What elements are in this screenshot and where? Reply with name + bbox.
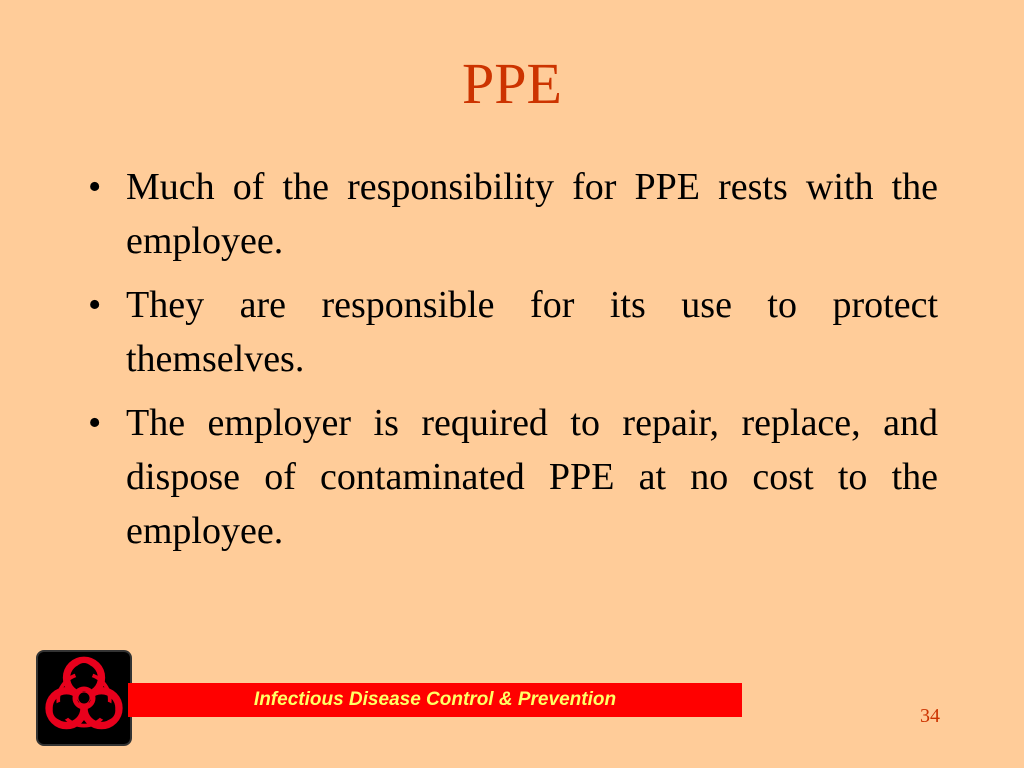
bullet-text: Much of the responsibility for PPE rests with the employee. [126, 166, 938, 262]
bullet-item [82, 160, 938, 268]
bullet-text: They are responsible for its use to protect themselves. [126, 284, 938, 380]
footer-bar [128, 683, 742, 717]
biohazard-logo [36, 650, 132, 746]
slide-title: PPE [462, 51, 562, 116]
bullet-item [82, 278, 938, 386]
biohazard-icon [38, 652, 130, 744]
bullet-marker: • [88, 166, 102, 208]
footer-title: Infectious Disease Control & Prevention [253, 689, 617, 710]
bullet-item [82, 396, 938, 558]
bullet-marker: • [88, 402, 102, 444]
bullet-marker: • [88, 284, 102, 326]
page-number: 34 [920, 705, 940, 727]
bullet-list [82, 160, 938, 568]
bullet-text: The employer is required to repair, replace, and dispose of contaminated PPE at no cost to the employee. [126, 402, 938, 552]
